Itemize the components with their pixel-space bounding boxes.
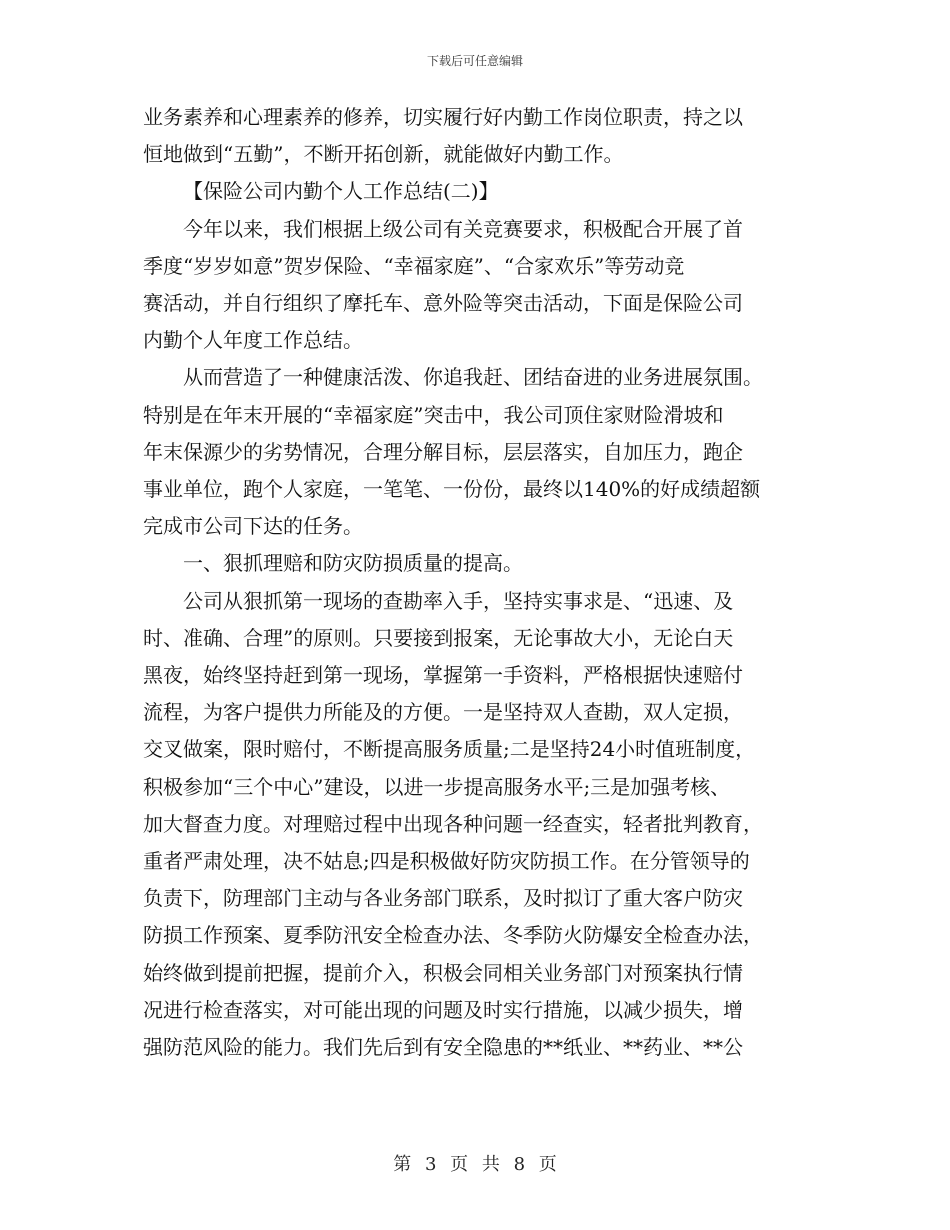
text-line: 积极参加“三个中心”建设，以进一步提高服务水平;三是加强考核、 (143, 774, 731, 799)
text-line: 年末保源少的劣势情况，合理分解目标，层层落实，自加压力，跑企 (143, 439, 743, 464)
page-header: 下载后可任意编辑 (426, 54, 523, 68)
text-line: 强防范风险的能力。我们先后到有安全隐患的**纸业、**药业、**公 (143, 1035, 743, 1060)
text-line: 恒地做到“五勤”，不断开拓创新，就能做好内勤工作。 (143, 142, 624, 167)
text-line: 内勤个人年度工作总结。 (143, 328, 363, 353)
text-line: 防损工作预案、夏季防汛安全检查办法、冬季防火防爆安全检查办法， (143, 923, 763, 948)
text-line: 季度“岁岁如意”贺岁保险、“幸福家庭”、“合家欢乐”等劳动竞 (143, 253, 685, 278)
text-line: 【保险公司内勤个人工作总结(二)】 (183, 179, 499, 204)
text-line: 负责下，防理部门主动与各业务部门联系，及时拟订了重大客户防灾 (143, 886, 743, 911)
page-label-prefix: 第 (393, 1154, 412, 1175)
text-line: 从而营造了一种健康活泼、你追我赶、团结奋进的业务进展氛围。 (183, 365, 763, 390)
text-line: 特别是在年末开展的“幸福家庭”突击中，我公司顶住家财险滑坡和 (143, 402, 724, 427)
paragraph-3 (143, 211, 808, 360)
text-line: 黑夜，始终坚持赶到第一现场，掌握第一手资料，严格根据快速赔付 (143, 663, 743, 688)
total-pages-number: 8 (513, 1154, 526, 1175)
text-line: 赛活动，并自行组织了摩托车、意外险等突击活动，下面是保险公司 (143, 291, 743, 316)
text-line: 流程，为客户提供力所能及的方便。一是坚持双人查勘，双人定损， (143, 700, 743, 725)
document-body (143, 99, 808, 1066)
text-line: 完成市公司下达的任务。 (143, 514, 363, 539)
total-label: 共 (481, 1154, 500, 1175)
text-line: 交叉做案，限时赔付，不断提高服务质量;二是坚持24小时值班制度， (143, 737, 756, 762)
text-line: 业务素养和心理素养的修养，切实履行好内勤工作岗位职责，持之以 (143, 105, 743, 129)
paragraph-6 (143, 583, 808, 1067)
text-line: 一、狠抓理赔和防灾防损质量的提高。 (183, 551, 523, 576)
page-footer (0, 1154, 950, 1176)
text-line: 事业单位，跑个人家庭，一笔笔、一份份，最终以140%的好成绩超额 (143, 477, 761, 502)
text-line: 重者严肃处理，决不姑息;四是积极做好防灾防损工作。在分管领导的 (143, 849, 750, 874)
text-line: 公司从狠抓第一现场的查勘率入手，坚持实事求是、“迅速、及 (183, 588, 734, 613)
section-point-one (143, 545, 808, 582)
page-label-mid: 页 (450, 1154, 469, 1175)
text-line: 今年以来，我们根据上级公司有关竞赛要求，积极配合开展了首 (183, 216, 743, 241)
current-page-number: 3 (424, 1154, 437, 1175)
paragraph-1 (143, 99, 808, 173)
section-heading (143, 173, 808, 210)
text-line: 时、准确、合理”的原则。只要接到报案，无论事故大小，无论白天 (143, 625, 734, 650)
page-label-suffix: 页 (538, 1154, 557, 1175)
text-line: 始终做到提前把握，提前介入，积极会同相关业务部门对预案执行情 (143, 960, 743, 985)
paragraph-4 (143, 359, 808, 545)
text-line: 加大督查力度。对理赔过程中出现各种问题一经查实，轻者批判教育， (143, 811, 763, 836)
text-line: 况进行检查落实，对可能出现的问题及时实行措施，以减少损失，增 (143, 997, 743, 1022)
